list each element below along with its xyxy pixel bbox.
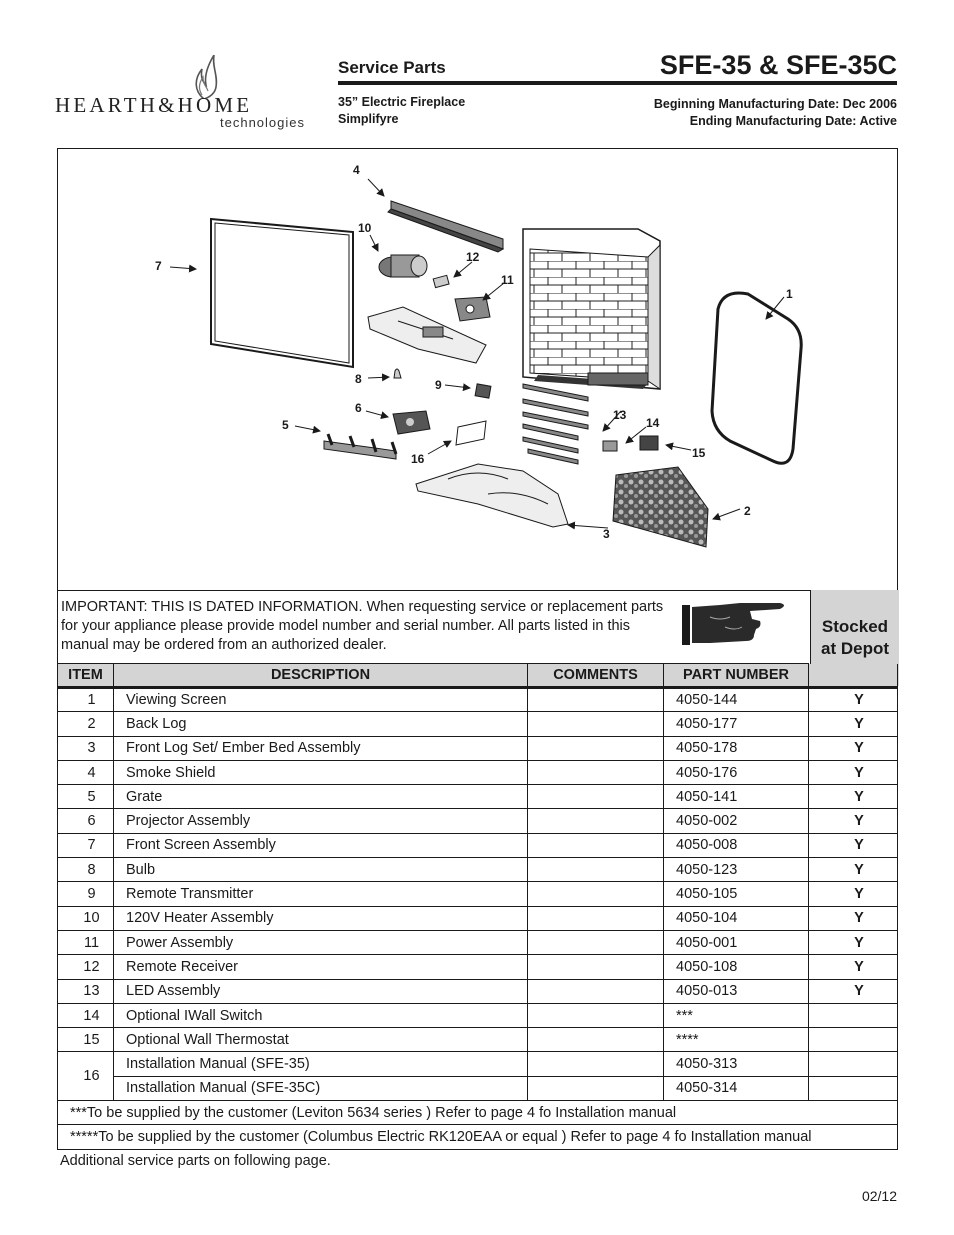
item-cell: 16 <box>58 1052 114 1101</box>
part-number-cell: 4050-177 <box>664 712 809 736</box>
installation-manual-part <box>456 421 486 445</box>
thermostat-note: *****To be supplied by the customer (Columbus Electric RK120EAA or equal ) Refer to page 4 fo Installation manual <box>58 1125 898 1149</box>
table-row <box>58 930 898 954</box>
comments-cell <box>528 1003 664 1027</box>
comments-cell <box>528 955 664 979</box>
callout-16: 16 <box>411 452 425 466</box>
callout-15: 15 <box>692 446 706 460</box>
callout-5: 5 <box>282 418 289 432</box>
item-cell: 8 <box>58 858 114 882</box>
part-number-cell: 4050-141 <box>664 785 809 809</box>
comments-cell <box>528 1028 664 1052</box>
item-cell: 11 <box>58 930 114 954</box>
table-row <box>58 1052 898 1076</box>
callout-12: 12 <box>466 250 480 264</box>
item-cell: 5 <box>58 785 114 809</box>
description-cell: Optional IWall Switch <box>114 1003 528 1027</box>
wall-thermostat-part <box>640 436 658 450</box>
description-cell: LED Assembly <box>114 979 528 1003</box>
table-row <box>58 979 898 1003</box>
comments-cell <box>528 979 664 1003</box>
part-number-cell: 4050-144 <box>664 688 809 712</box>
stocked-cell: Y <box>809 930 898 954</box>
part-number-cell: 4050-008 <box>664 833 809 857</box>
comments-cell <box>528 906 664 930</box>
part-number-cell: 4050-104 <box>664 906 809 930</box>
part-number-cell: *** <box>664 1003 809 1027</box>
wall-switch-part <box>603 441 617 451</box>
comments-cell <box>528 736 664 760</box>
item-cell: 3 <box>58 736 114 760</box>
callout-7: 7 <box>155 259 162 273</box>
callout-11: 11 <box>501 273 514 287</box>
table-row <box>58 809 898 833</box>
part-number-cell: 4050-123 <box>664 858 809 882</box>
comments-cell <box>528 785 664 809</box>
table-row <box>58 1003 898 1027</box>
item-cell: 7 <box>58 833 114 857</box>
table-row <box>58 882 898 906</box>
stocked-cell <box>809 1003 898 1027</box>
description-cell: 120V Heater Assembly <box>114 906 528 930</box>
callout-9: 9 <box>435 378 442 392</box>
comments-cell <box>528 688 664 712</box>
remote-transmitter-part <box>475 384 491 398</box>
comments-cell <box>528 833 664 857</box>
stocked-cell: Y <box>809 688 898 712</box>
stocked-header-cell <box>809 664 898 688</box>
description-cell: Back Log <box>114 712 528 736</box>
stocked-cell: Y <box>809 809 898 833</box>
callout-14: 14 <box>646 416 660 430</box>
callout-13: 13 <box>613 408 627 422</box>
comments-cell <box>528 858 664 882</box>
table-row <box>58 712 898 736</box>
comments-cell <box>528 809 664 833</box>
revision-date: 02/12 <box>861 1188 897 1204</box>
stocked-cell: Y <box>809 882 898 906</box>
part-number-cell: 4050-108 <box>664 955 809 979</box>
comments-cell <box>528 712 664 736</box>
part-number-cell: **** <box>664 1028 809 1052</box>
led-assembly-part <box>523 384 588 464</box>
projector-assembly-part <box>393 411 430 434</box>
table-row <box>58 833 898 857</box>
table-row <box>58 736 898 760</box>
description-cell: Remote Transmitter <box>114 882 528 906</box>
switch-note: ***To be supplied by the customer (Leviton 5634 series ) Refer to page 4 fo Installation manual <box>58 1101 898 1125</box>
item-cell: 15 <box>58 1028 114 1052</box>
stocked-line-1: Stocked <box>821 617 889 636</box>
table-row <box>58 955 898 979</box>
comments-header: COMMENTS <box>528 664 664 688</box>
note-row <box>58 1125 898 1149</box>
item-cell: 1 <box>58 688 114 712</box>
description-cell: Remote Receiver <box>114 955 528 979</box>
part-number-cell: 4050-013 <box>664 979 809 1003</box>
part-number-cell: 4050-314 <box>664 1076 809 1100</box>
description-cell: Projector Assembly <box>114 809 528 833</box>
important-notice: IMPORTANT: THIS IS DATED INFORMATION. When requesting service or replacement parts for your appliance please provide model number and serial number. All parts listed in this manual may be ordered from an authorized dealer. <box>61 599 664 653</box>
part-number-header: PART NUMBER <box>664 664 809 688</box>
description-cell: Power Assembly <box>114 930 528 954</box>
table-row <box>58 688 898 712</box>
parts-table <box>57 663 898 1150</box>
item-cell: 14 <box>58 1003 114 1027</box>
callout-6: 6 <box>355 401 362 415</box>
table-row <box>58 858 898 882</box>
part-number-cell: 4050-313 <box>664 1052 809 1076</box>
description-cell: Viewing Screen <box>114 688 528 712</box>
stocked-cell: Y <box>809 736 898 760</box>
table-header-row <box>58 664 898 688</box>
part-number-cell: 4050-176 <box>664 760 809 784</box>
description-cell: Grate <box>114 785 528 809</box>
stocked-cell: Y <box>809 979 898 1003</box>
product-line-2: Simplifyre <box>338 112 399 126</box>
comments-cell <box>528 760 664 784</box>
part-number-cell: 4050-002 <box>664 809 809 833</box>
item-cell: 2 <box>58 712 114 736</box>
callout-10: 10 <box>358 221 372 235</box>
item-cell: 6 <box>58 809 114 833</box>
stocked-cell <box>809 1052 898 1076</box>
description-cell: Bulb <box>114 858 528 882</box>
front-log-part <box>416 464 568 527</box>
table-row <box>58 785 898 809</box>
stocked-cell: Y <box>809 955 898 979</box>
callout-3: 3 <box>603 527 610 541</box>
comments-cell <box>528 1076 664 1100</box>
header-rule <box>338 81 897 85</box>
logo-subtext: technologies <box>220 115 305 130</box>
comments-cell <box>528 1052 664 1076</box>
pointing-hand-icon <box>680 597 790 649</box>
callout-2: 2 <box>744 504 751 518</box>
end-date: Ending Manufacturing Date: Active <box>689 114 897 128</box>
comments-cell <box>528 930 664 954</box>
stocked-cell <box>809 1028 898 1052</box>
table-row <box>58 1028 898 1052</box>
model-title: SFE-35 & SFE-35C <box>659 50 897 80</box>
item-cell: 9 <box>58 882 114 906</box>
parts-illustration <box>58 149 899 592</box>
description-cell: Front Screen Assembly <box>114 833 528 857</box>
stocked-cell: Y <box>809 833 898 857</box>
grate-part <box>324 434 396 459</box>
item-cell: 12 <box>58 955 114 979</box>
stocked-cell <box>809 1076 898 1100</box>
exploded-parts-diagram <box>57 148 898 591</box>
heater-assembly-part <box>379 255 427 277</box>
begin-date: Beginning Manufacturing Date: Dec 2006 <box>653 97 897 111</box>
table-row <box>58 760 898 784</box>
product-line-1: 35” Electric Fireplace <box>338 95 466 109</box>
description-cell: Installation Manual (SFE-35) <box>114 1052 528 1076</box>
description-cell: Front Log Set/ Ember Bed Assembly <box>114 736 528 760</box>
viewing-screen-part <box>712 293 801 463</box>
bulb-part <box>394 369 401 378</box>
item-cell: 10 <box>58 906 114 930</box>
hearth-home-logo <box>55 55 325 135</box>
firebox-part <box>523 229 660 389</box>
description-cell: Optional Wall Thermostat <box>114 1028 528 1052</box>
callout-1: 1 <box>786 287 793 301</box>
description-cell: Smoke Shield <box>114 760 528 784</box>
section-title: Service Parts <box>338 58 446 77</box>
part-number-cell: 4050-105 <box>664 882 809 906</box>
stocked-cell: Y <box>809 785 898 809</box>
table-row <box>58 1076 898 1100</box>
part-number-cell: 4050-178 <box>664 736 809 760</box>
remote-receiver-part <box>433 275 449 287</box>
stocked-line-2: at Depot <box>821 639 889 658</box>
description-cell: Installation Manual (SFE-35C) <box>114 1076 528 1100</box>
power-assembly-part <box>455 297 490 321</box>
item-cell: 4 <box>58 760 114 784</box>
note-row <box>58 1101 898 1125</box>
table-row <box>58 906 898 930</box>
description-header: DESCRIPTION <box>114 664 528 688</box>
stocked-cell: Y <box>809 712 898 736</box>
part-number-cell: 4050-001 <box>664 930 809 954</box>
callout-4: 4 <box>353 163 360 177</box>
stocked-cell: Y <box>809 858 898 882</box>
item-cell: 13 <box>58 979 114 1003</box>
item-header: ITEM <box>58 664 114 688</box>
front-screen-part <box>211 219 353 367</box>
comments-cell <box>528 882 664 906</box>
smoke-shield-part <box>388 201 503 252</box>
stocked-cell: Y <box>809 906 898 930</box>
logo-wordmark: HEARTH&HOME <box>55 93 253 117</box>
callout-8: 8 <box>355 372 362 386</box>
back-log-part <box>613 467 708 547</box>
stocked-cell: Y <box>809 760 898 784</box>
additional-parts-note: Additional service parts on following page. <box>60 1153 331 1169</box>
notice-row <box>57 591 898 663</box>
